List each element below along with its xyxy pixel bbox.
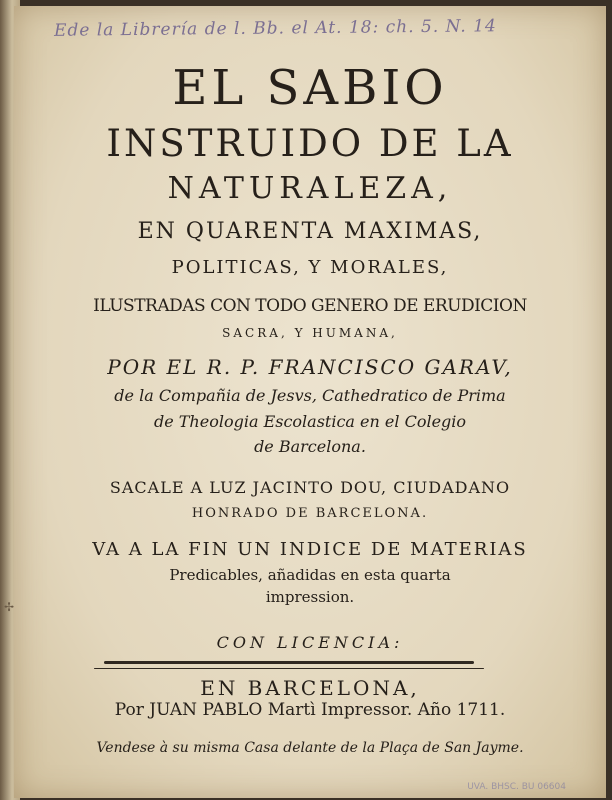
title-line-7: SACRA, Y HUMANA, bbox=[222, 326, 398, 340]
binding-mark: ✢ bbox=[4, 600, 15, 614]
index-line-3: impression. bbox=[265, 588, 355, 606]
title-line-5: POLITICAS, Y MORALES, bbox=[171, 257, 449, 278]
title-page bbox=[14, 6, 606, 798]
title-line-3: NATURALEZA, bbox=[167, 171, 453, 206]
index-line-1: VA A LA FIN UN INDICE DE MATERIAS bbox=[92, 539, 528, 560]
author-line-1: POR EL R. P. FRANCISCO GARAV, bbox=[107, 355, 513, 379]
imprint-printer: Por JUAN PABLO Martì Impressor. Año 1711. bbox=[114, 700, 506, 720]
handwritten-inscription: Ede la Librería de l. Bb. el At. 18: ch. 5. N. 14 bbox=[53, 16, 497, 41]
ornamental-rule bbox=[104, 661, 474, 664]
author-line-3: de Theologia Escolastica en el Colegio bbox=[153, 412, 467, 431]
editor-line-2: HONRADO DE BARCELONA. bbox=[191, 506, 429, 521]
index-line-2: Predicables, añadidas en esta quarta bbox=[169, 566, 451, 584]
title-line-6: ILUSTRADAS CON TODO GENERO DE ERUDICION bbox=[93, 296, 527, 316]
editor-line-1: SACALE A LUZ JACINTO DOU, CIUDADANO bbox=[109, 478, 511, 497]
licence-line: CON LICENCIA: bbox=[216, 633, 404, 652]
title-line-1: EL SABIO bbox=[172, 60, 448, 116]
ornamental-rule-thin bbox=[94, 668, 484, 669]
title-line-2: INSTRUIDO DE LA bbox=[106, 122, 514, 165]
author-line-4: de Barcelona. bbox=[254, 437, 366, 456]
author-line-2: de la Compañia de Jesvs, Cathedratico de Prima bbox=[114, 386, 506, 405]
library-stamp: UVA. BHSC. BU 06604 bbox=[467, 782, 566, 792]
title-line-4: EN QUARENTA MAXIMAS, bbox=[137, 219, 483, 244]
imprint-sale-note: Vendese à su misma Casa delante de la Plaça de San Jayme. bbox=[96, 740, 524, 756]
imprint-city: EN BARCELONA, bbox=[200, 676, 420, 700]
